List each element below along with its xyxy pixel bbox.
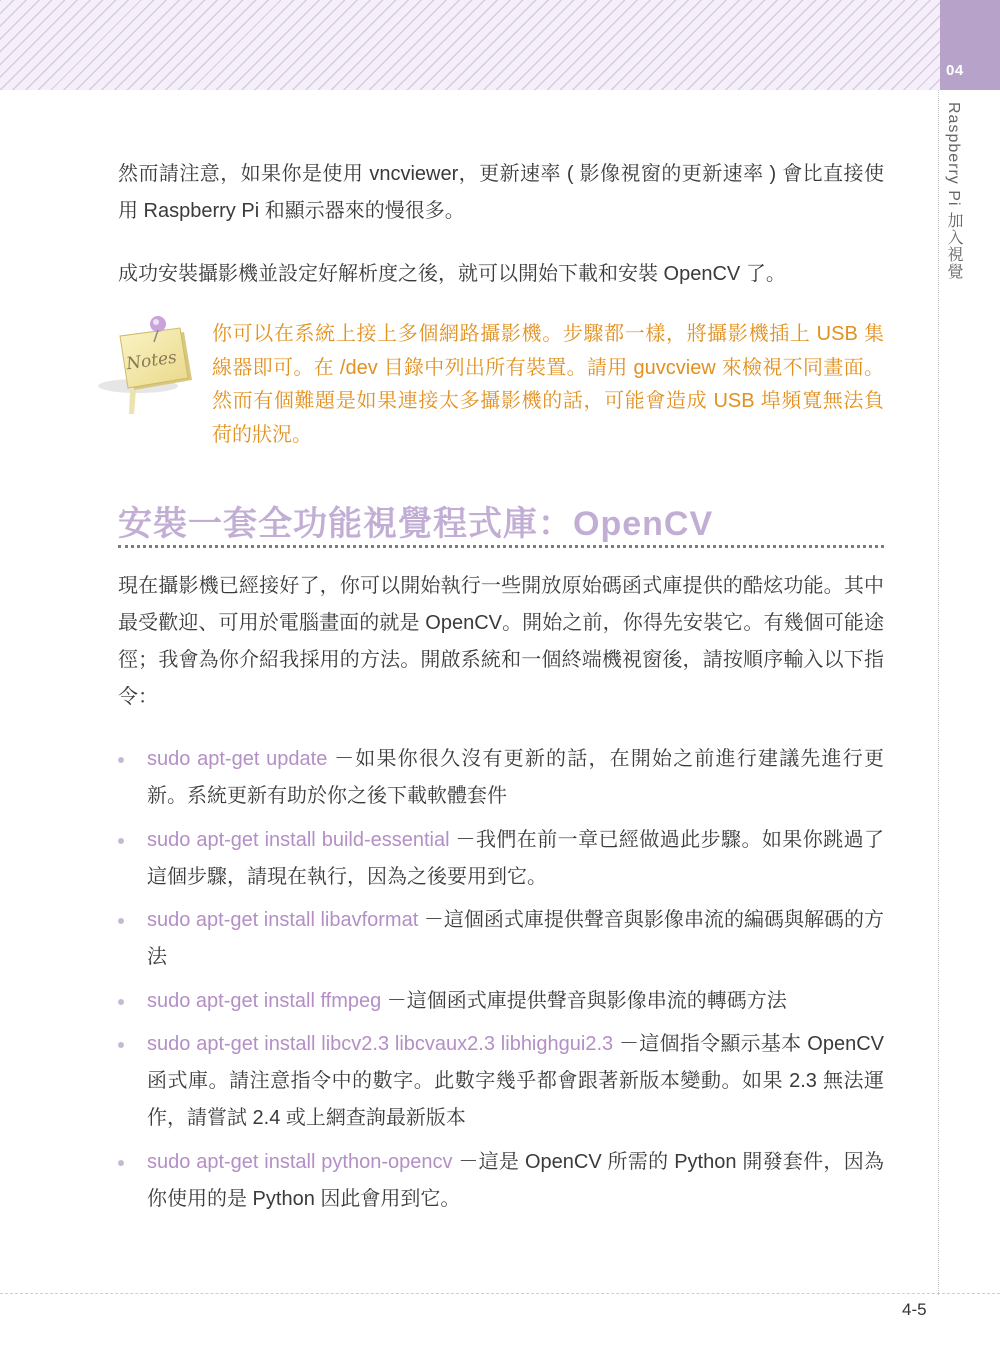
list-item (118, 1026, 884, 1137)
bullet-dot-icon (118, 918, 124, 924)
command-text: sudo apt-get install libavformat (147, 909, 419, 931)
bullet-dot-icon (118, 1042, 124, 1048)
bullet-dot-icon (118, 757, 124, 763)
command-text: sudo apt-get install python-opencv (147, 1151, 453, 1173)
note-text: 你可以在系統上接上多個網路攝影機。步驟都一樣，將攝影機插上 USB 集線器即可。在 /dev 目錄中列出所有裝置。請用 guvcview 來檢視不同畫面。然而有個難題是如果連接太多攝影機的話，可能會造成 USB 埠頻寬無法負荷的狀況。 (212, 323, 884, 446)
command-text: sudo apt-get update (147, 748, 328, 770)
command-description: －這個指令顯示基本 OpenCV 函式庫。請注意指令中的數字。此數字幾乎都會跟著新版本變動。如果 2.3 無法運作，請嘗試 2.4 或上網查詢最新版本 (147, 1033, 884, 1129)
command-text: sudo apt-get install libcv2.3 libcvaux2.3 libhighgui2.3 (147, 1033, 614, 1055)
list-item (118, 741, 884, 815)
chapter-number: 04 (946, 62, 964, 79)
list-item (118, 1144, 884, 1218)
command-text: sudo apt-get install build-essential (147, 829, 450, 851)
side-dotted-divider (938, 90, 939, 1295)
command-text: sudo apt-get install ffmpeg (147, 990, 382, 1012)
chapter-side-title: Raspberry Pi 加入視覺 (945, 102, 962, 280)
section-title: 安裝一套全功能視覺程式庫：OpenCV (118, 505, 714, 543)
section-intro: 現在攝影機已經接好了，你可以開始執行一些開放原始碼函式庫提供的酷炫功能。其中最受歡迎、可用於電腦畫面的就是 OpenCV。開始之前，你得先安裝它。有幾個可能途徑；我會為你介紹我採用的方法。開啟系統和一個終端機視窗後，請按順序輸入以下指令： (118, 575, 884, 708)
list-item (118, 983, 884, 1020)
paragraph-vncviewer: 然而請注意，如果你是使用 vncviewer，更新速率 ( 影像視窗的更新速率 ) 會比直接使用 Raspberry Pi 和顯示器來的慢很多。 (118, 163, 884, 222)
bullet-dot-icon (118, 1160, 124, 1166)
notes-pin-icon (96, 310, 196, 420)
section-title-dotted-rule (118, 545, 884, 548)
command-description: －如果你很久沒有更新的話，在開始之前進行建議先進行更新。系統更新有助於你之後下載軟體套件 (147, 748, 885, 807)
list-item (118, 822, 884, 896)
bullet-dot-icon (118, 999, 124, 1005)
footer-dashed-rule (0, 1293, 1000, 1294)
command-description: －這個函式庫提供聲音與影像串流的編碼與解碼的方法 (147, 909, 885, 968)
paragraph-install-intro: 成功安裝攝影機並設定好解析度之後，就可以開始下載和安裝 OpenCV 了。 (118, 263, 786, 285)
command-description: －這個函式庫提供聲音與影像串流的轉碼方法 (381, 990, 787, 1012)
notes-icon-label: Notes (124, 347, 179, 375)
page-number: 4-5 (902, 1300, 927, 1319)
command-description: －這是 OpenCV 所需的 Python 開發套件，因為你使用的是 Python 因此會用到它。 (147, 1151, 884, 1210)
header-pattern-band (0, 0, 940, 90)
bullet-dot-icon (118, 838, 124, 844)
list-item (118, 902, 884, 976)
command-description: －我們在前一章已經做過此步驟。如果你跳過了這個步驟，請現在執行，因為之後要用到它。 (147, 829, 884, 888)
